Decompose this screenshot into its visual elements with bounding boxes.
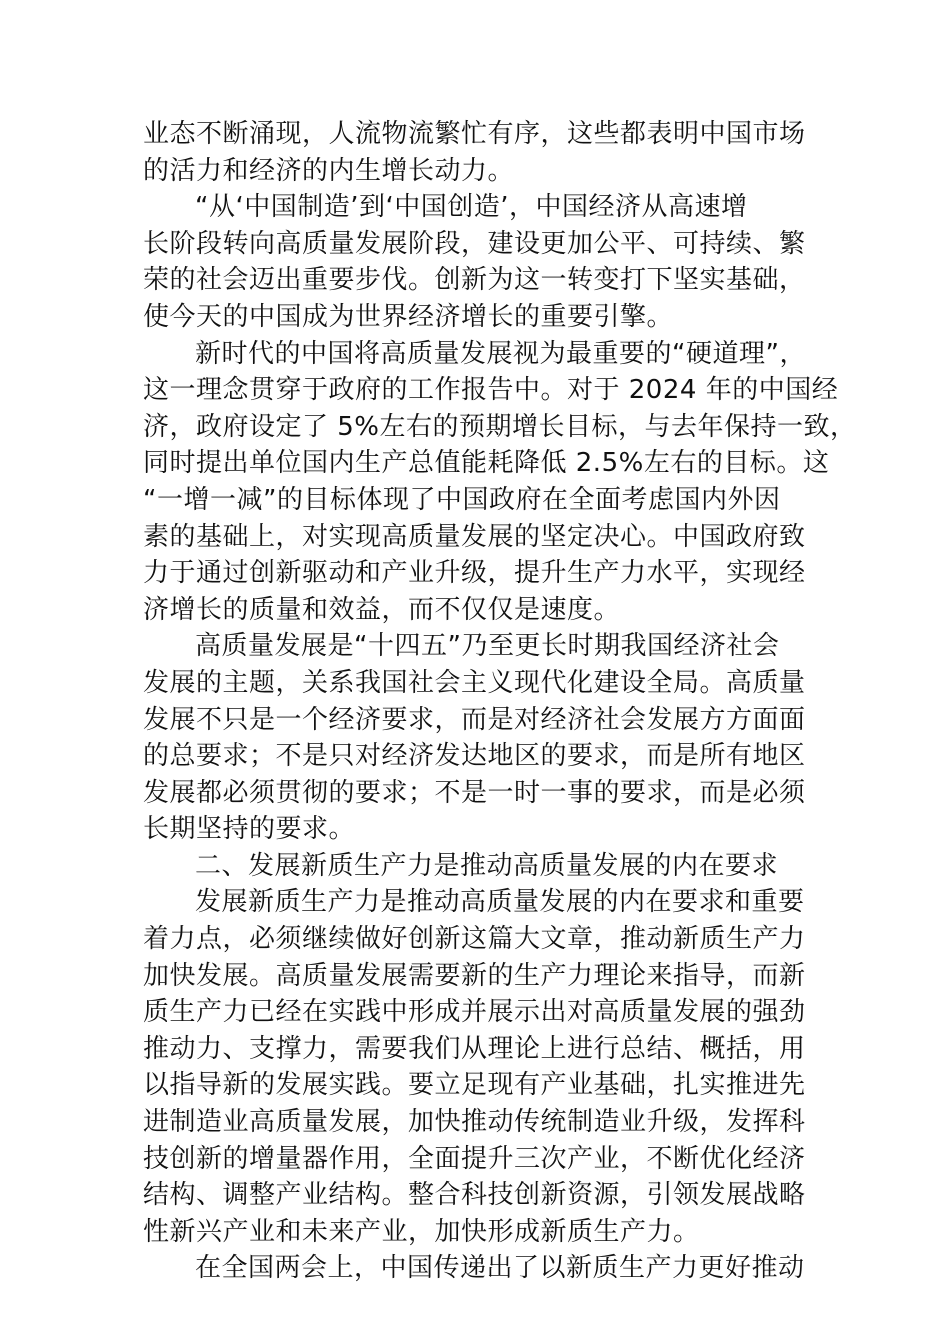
text-line: 加快发展。高质量发展需要新的生产力理论来指导，而新 [143,960,806,991]
text-line: 以指导新的发展实践。要立足现有产业基础，扎实推进先 [143,1070,806,1101]
text-line: 力于通过创新驱动和产业升级，提升生产力水平，实现经 [143,558,806,589]
text-line: 二、发展新质生产力是推动高质量发展的内在要求 [195,850,779,881]
text-line: 在全国两会上，中国传递出了以新质生产力更好推动 [195,1253,805,1284]
text-line: 新时代的中国将高质量发展视为最重要的“硬道理”， [195,338,806,369]
text-line: “从‘中国制造’到‘中国创造’，中国经济从高速增 [195,192,748,223]
text-line: 长阶段转向高质量发展阶段，建设更加公平、可持续、繁 [143,228,806,259]
text-line: 济，政府设定了 5%左右的预期增长目标，与去年保持一致， [143,411,857,442]
text-line: 质生产力已经在实践中形成并展示出对高质量发展的强劲 [143,997,806,1028]
text-line: “一增一减”的目标体现了中国政府在全面考虑国内外因 [143,484,781,515]
text-line: 发展都必须贯彻的要求；不是一时一事的要求，而是必须 [143,777,806,808]
text-line: 发展的主题，关系我国社会主义现代化建设全局。高质量 [143,667,806,698]
text-line: 素的基础上，对实现高质量发展的坚定决心。中国政府致 [143,521,806,552]
text-line: 发展新质生产力是推动高质量发展的内在要求和重要 [195,887,805,918]
text-line: 高质量发展是“十四五”乃至更长时期我国经济社会 [195,631,780,662]
text-line: 长期坚持的要求。 [143,814,356,845]
text-line: 结构、调整产业结构。整合科技创新资源，引领发展战略 [143,1180,806,1211]
text-line: 业态不断涌现，人流物流繁忙有序，这些都表明中国市场 [143,119,806,149]
document-body [143,116,857,1287]
text-line: 推动力、支撑力，需要我们从理论上进行总结、概括，用 [143,1033,806,1064]
text-line: 技创新的增量器作用，全面提升三次产业，不断优化经济 [143,1143,806,1174]
text-line: 的总要求；不是只对经济发达地区的要求，而是所有地区 [143,741,806,772]
text-line: 发展不只是一个经济要求，而是对经济社会发展方方面面 [143,704,806,735]
text-line: 同时提出单位国内生产总值能耗降低 2.5%左右的目标。这 [143,448,830,479]
text-line: 性新兴产业和未来产业，加快形成新质生产力。 [143,1216,700,1247]
text-line: 进制造业高质量发展，加快推动传统制造业升级，发挥科 [143,1107,806,1138]
text-line: 济增长的质量和效益，而不仅仅是速度。 [143,594,621,625]
text-line: 使今天的中国成为世界经济增长的重要引擎。 [143,301,674,332]
text-line: 这一理念贯穿于政府的工作报告中。对于 2024 年的中国经 [143,375,839,406]
text-line: 荣的社会迈出重要步伐。创新为这一转变打下坚实基础， [143,265,806,296]
text-line: 着力点，必须继续做好创新这篇大文章，推动新质生产力 [143,924,806,955]
text-line: 的活力和经济的内生增长动力。 [143,155,515,186]
